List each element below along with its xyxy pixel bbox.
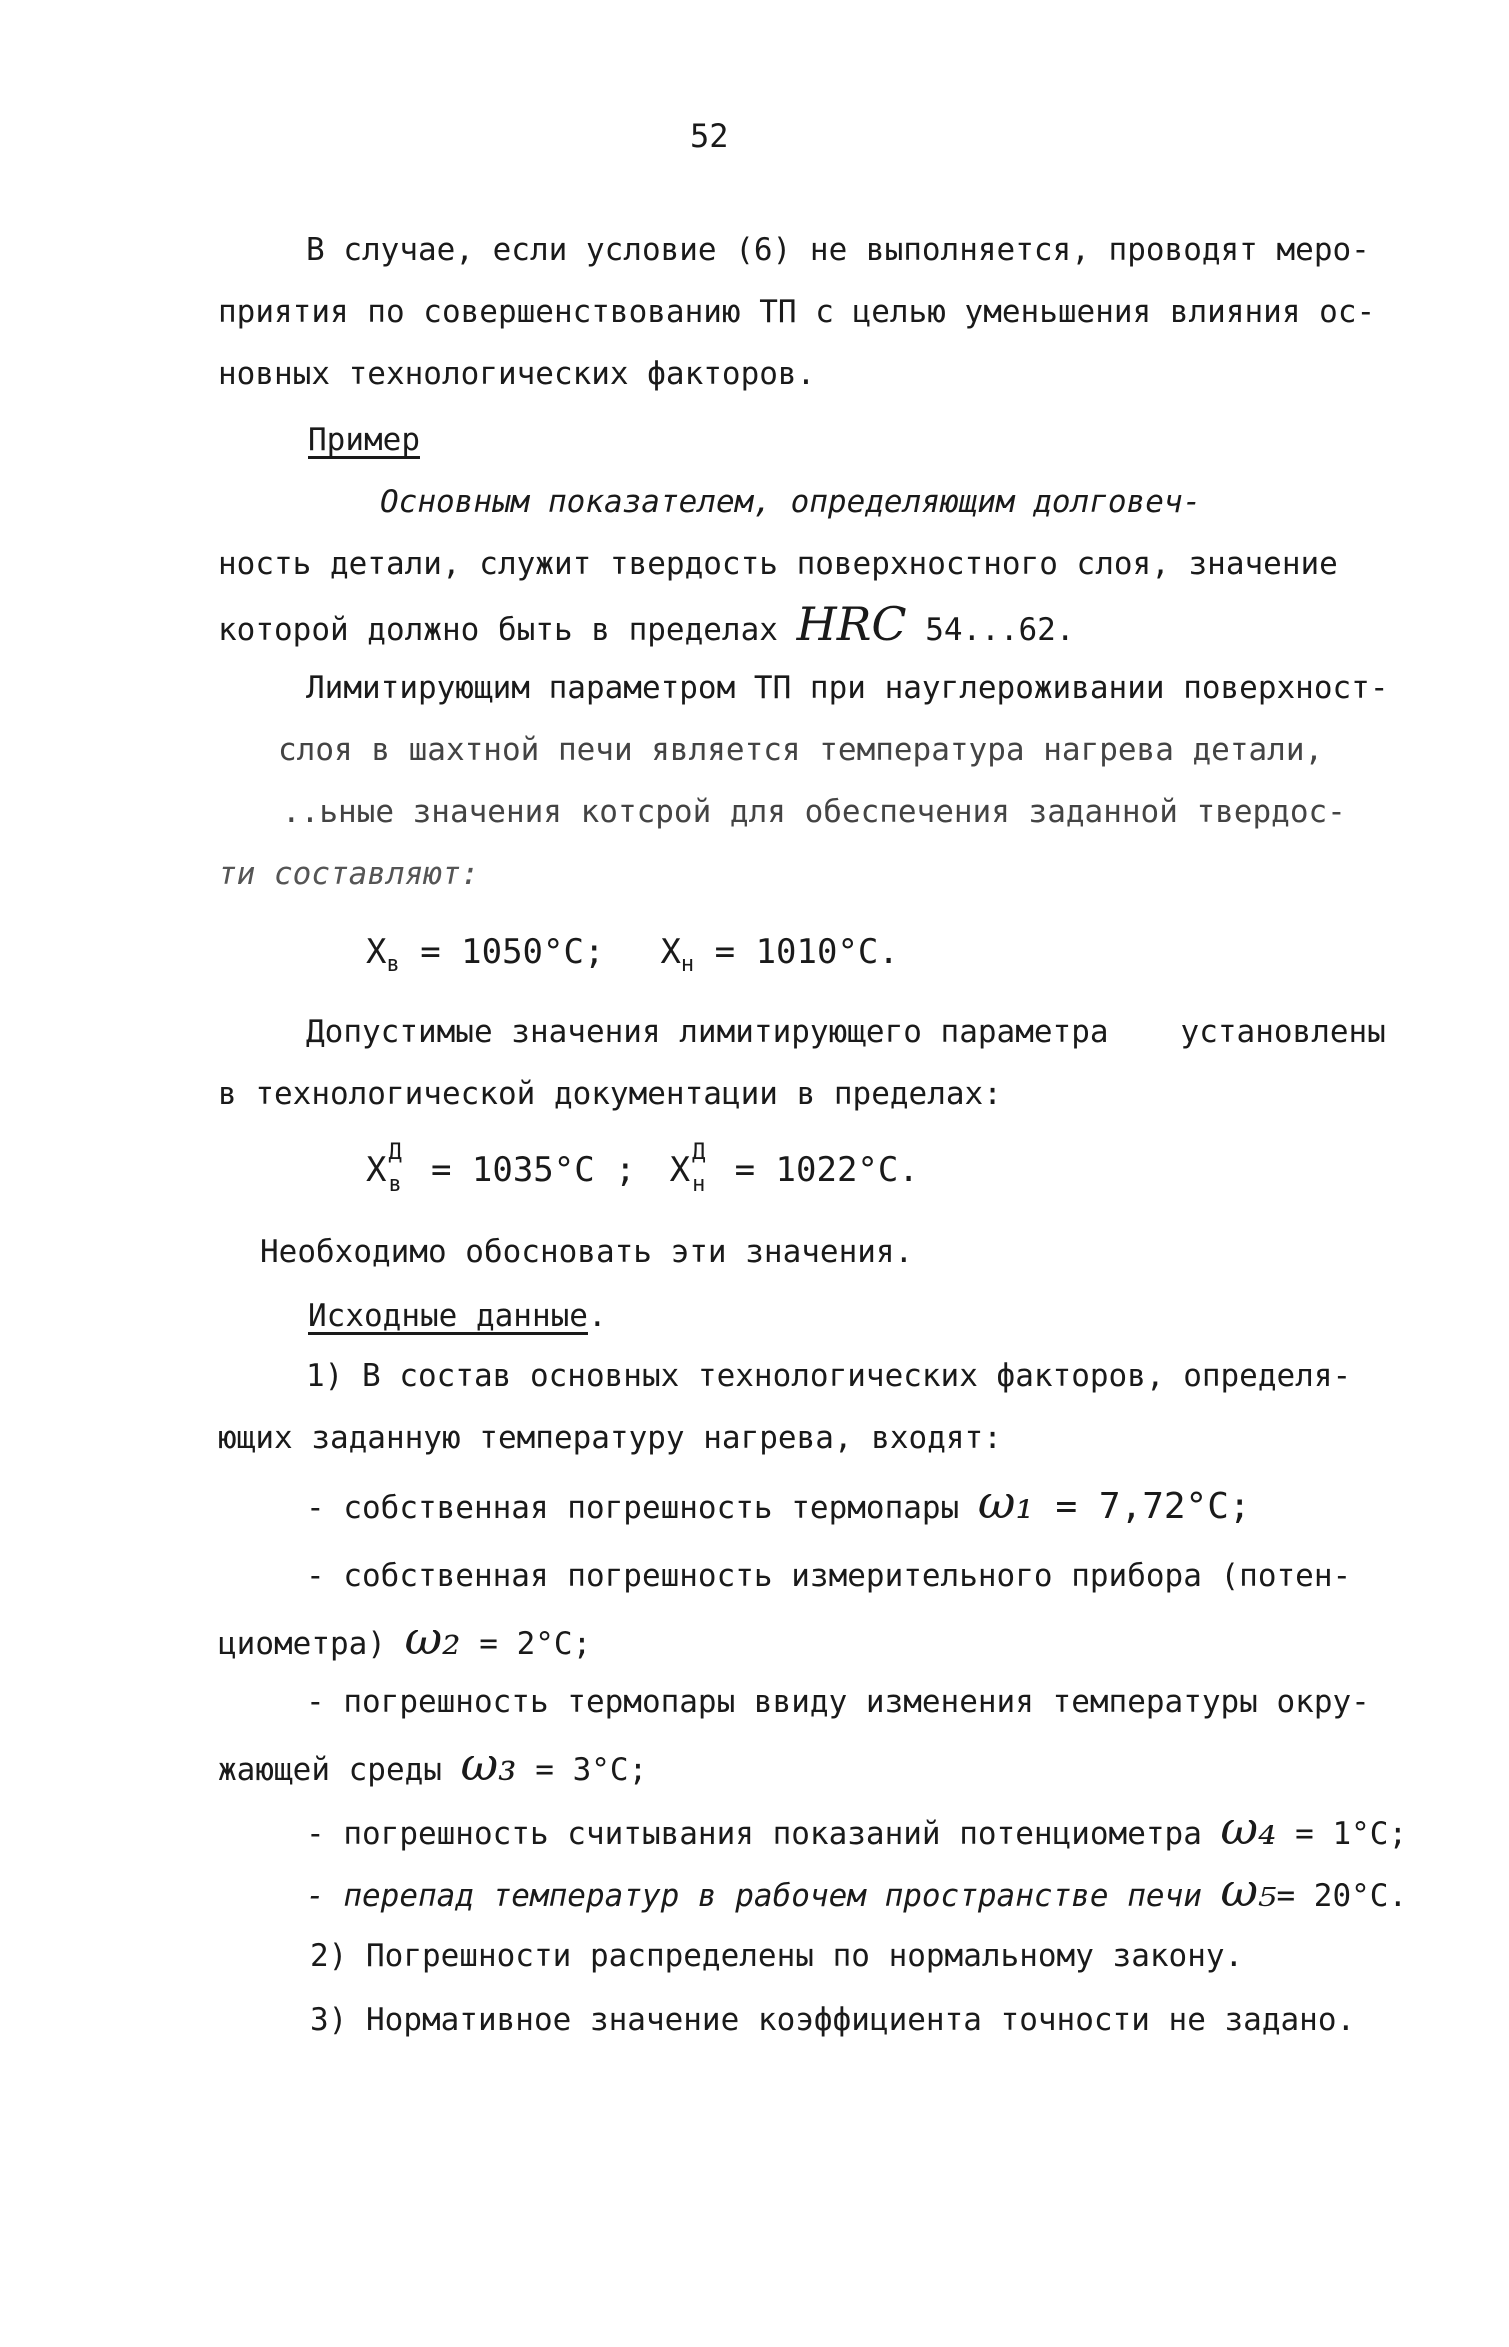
factor-1: - собственная погрешность термопары ω₁ = 7,72°С;	[306, 1475, 1251, 1529]
p5-line: Необходимо обосновать эти значения.	[260, 1234, 914, 1270]
formula-limits: $X_в = 1050^\circ С$; $X_н = 1010^\circ С$.	[366, 932, 899, 977]
page-number: 52	[690, 117, 729, 155]
p1-line-1: В случае, если условие (6) не выполняется, проводят меро-	[306, 232, 1370, 268]
formula-permissible: X Д в = 1035°С ; X Д н = 1022°С.	[366, 1140, 919, 1197]
p4-line-1: Допустимые значения лимитирующего параметра установлены	[306, 1014, 1386, 1050]
p1-line-2: приятия по совершенствованию ТП с целью уменьшения влияния ос-	[218, 294, 1376, 330]
omega-4-handwritten: ω₄	[1220, 1801, 1277, 1855]
p2-line-1: Основным показателем, определяющим долговеч-	[380, 484, 1202, 520]
factor-2-line-1: - собственная погрешность измерительного прибора (потен-	[306, 1558, 1352, 1594]
factor-4: - погрешность считывания показаний потенциометра ω₄ = 1°С;	[306, 1801, 1408, 1855]
omega-5-handwritten: ω₅	[1220, 1863, 1277, 1917]
item-3: 3) Нормативное значение коэффициента точности не задано.	[310, 2002, 1356, 2038]
omega-3-handwritten: ω₃	[460, 1737, 517, 1791]
omega-1-handwritten: ω₁	[977, 1475, 1034, 1529]
hrc-handwritten: HRC	[796, 597, 907, 651]
omega-2-handwritten: ω₂	[404, 1611, 461, 1665]
item-1-line-1: 1) В состав основных технологических факторов, определя-	[306, 1358, 1352, 1394]
p2-line-3: которой должно быть в пределах HRC 54...62.	[218, 597, 1075, 651]
factor-5: - перепад температур в рабочем пространстве печи ω₅= 20°С.	[306, 1863, 1408, 1917]
p1-line-3: новных технологических факторов.	[218, 356, 816, 392]
item-2: 2) Погрешности распределены по нормальному закону.	[310, 1938, 1244, 1974]
p3-line-1: Лимитирующим параметром ТП при науглероживании поверхност-	[306, 670, 1389, 706]
p3-line-2: слоя в шахтной печи является температура нагрева детали,	[278, 732, 1324, 768]
item-1-line-2: ющих заданную температуру нагрева, входят:	[218, 1420, 1002, 1456]
p2-line-2: ность детали, служит твердость поверхностного слоя, значение	[218, 546, 1338, 582]
p3-line-3: ..ьные значения котсрой для обеспечения заданной твердос-	[282, 794, 1346, 830]
p3-line-4: ти составляют:	[218, 856, 480, 892]
factor-3-line-1: - погрешность термопары ввиду изменения температуры окру-	[306, 1684, 1370, 1720]
factor-2-line-2: циометра) ω₂ = 2°С;	[218, 1611, 592, 1665]
p4-line-2: в технологической документации в пределах:	[218, 1076, 1002, 1112]
source-heading: Исходные данные.	[308, 1298, 607, 1334]
factor-3-line-2: жающей среды ω₃ = 3°С;	[218, 1737, 648, 1791]
example-heading: Пример	[308, 422, 420, 458]
